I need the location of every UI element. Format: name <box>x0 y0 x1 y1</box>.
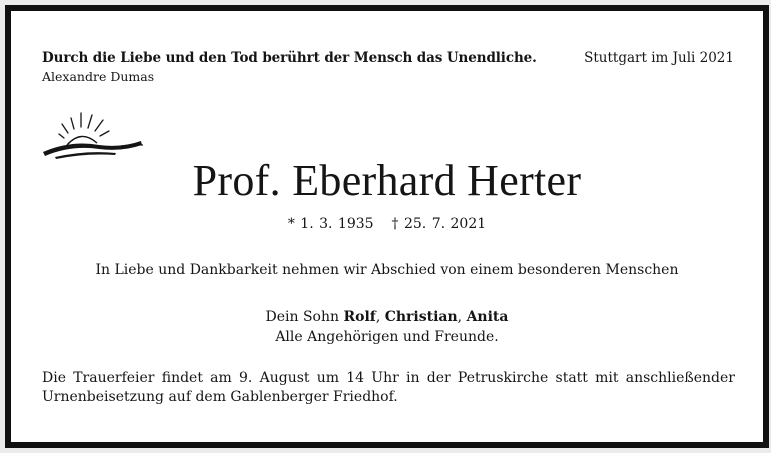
mourner-name: Christian <box>384 309 458 325</box>
rising-sun-icon <box>41 107 145 163</box>
mourner-name: Rolf <box>343 309 376 325</box>
mourners-prefix: Dein Sohn <box>265 309 344 325</box>
mourners-block <box>11 307 763 347</box>
life-dates <box>11 216 763 232</box>
mourner-name: Anita <box>466 309 509 325</box>
place-date: Stuttgart im Juli 2021 <box>584 50 734 66</box>
mourners-others: Alle Angehörigen und Freunde. <box>275 329 499 345</box>
deceased-name: Prof. Eberhard Herter <box>192 156 582 205</box>
obituary-card <box>5 5 769 448</box>
death-date: † 25. 7. 2021 <box>391 216 487 232</box>
birth-date: * 1. 3. 1935 <box>287 216 374 232</box>
quote: Durch die Liebe und den Tod berührt der Mensch das Unendliche. <box>42 50 537 66</box>
mourners-family: Dein Sohn Rolf, Christian, Anita <box>265 309 509 325</box>
service-details: Die Trauerfeier findet am 9. August um 14 Uhr in der Petruskirche statt mit anschließender Urnenbeisetzung auf dem Gablenberger Friedhof. <box>42 370 735 405</box>
farewell-text: In Liebe und Dankbarkeit nehmen wir Abschied von einem besonderen Menschen <box>95 262 679 278</box>
quote-author: Alexandre Dumas <box>42 69 155 84</box>
